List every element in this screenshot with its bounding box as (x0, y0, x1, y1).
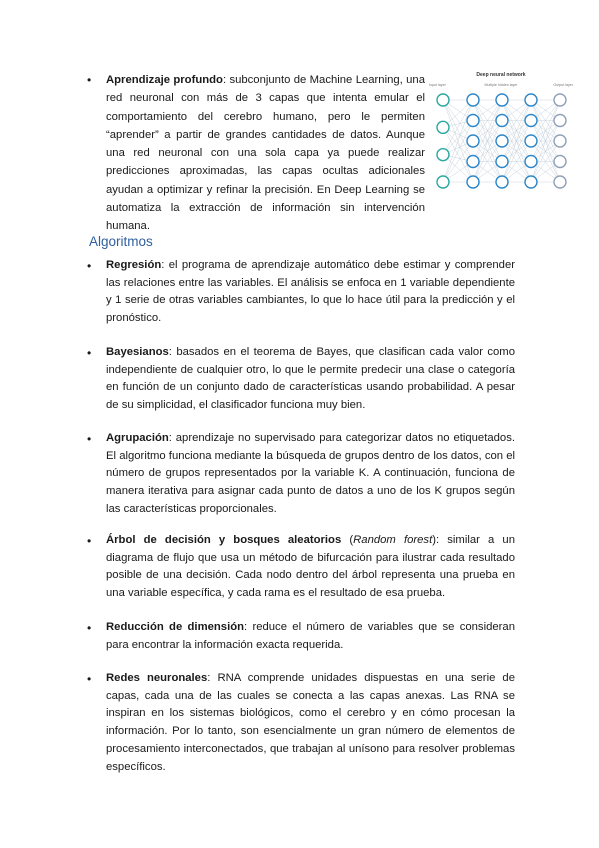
figure-title: Deep neural network (476, 72, 526, 78)
deep-neural-network-figure (427, 70, 575, 192)
hidden-neuron (467, 135, 479, 147)
bullet-icon: • (87, 621, 92, 635)
list-item-description: ): similar a un diagrama de flujo que usa un método de bifurcación para ilustrar cada resultado posible de una decisión. Cada nodo dentro del árbol representa una prueba en una variable específica, y cada rama es el resultado de esa prueba. (106, 534, 515, 600)
hidden-neuron (496, 94, 508, 106)
input-neuron (437, 121, 449, 133)
list-item-arbol-decision (89, 532, 515, 602)
output-neuron (554, 135, 566, 147)
hidden-neuron (525, 94, 537, 106)
output-neuron (554, 94, 566, 106)
hidden-neuron (525, 135, 537, 147)
bullet-icon: • (87, 534, 92, 548)
list-item-term: Regresión (106, 259, 162, 271)
bullet-icon: • (87, 259, 92, 273)
list-item-description: : subconjunto de Machine Learning, una red neuronal con más de 3 capas que intenta emular el comportamiento del cerebro humano, pero le permiten “aprender” a partir de grandes cantidades de datos. Aunque una red neuronal con una sola capa ya puede realizar predicciones aproximadas, las capas ocultas adicionales ayudan a optimizar y refinar la precisión. En Deep Learning se automatiza la extracción de información sin intervención humana. (106, 74, 425, 233)
list-item-term: Árbol de decisión y bosques aleatorios (106, 534, 342, 546)
list-item-text (106, 670, 515, 776)
hidden-neuron (467, 156, 479, 168)
input-layer-label: Input layer (429, 83, 446, 87)
list-item-description: : reduce el número de variables que se consideran para encontrar la información exacta requerida. (106, 621, 515, 651)
list-item-text (106, 430, 515, 519)
list-item-italic: Random forest (353, 534, 433, 546)
output-neuron (554, 176, 566, 188)
output-neuron (554, 156, 566, 168)
bullet-icon: • (87, 346, 92, 360)
hidden-neuron (496, 135, 508, 147)
hidden-neuron (525, 176, 537, 188)
list-item-regresion (89, 257, 515, 327)
input-neuron (437, 149, 449, 161)
list-item-redes-neuronales (89, 670, 515, 780)
hidden-neuron (525, 115, 537, 127)
hidden-neuron (496, 115, 508, 127)
network-diagram (427, 70, 575, 192)
list-item-reduccion-dimension (89, 619, 515, 655)
hidden-neuron (467, 94, 479, 106)
hidden-neuron (467, 176, 479, 188)
list-item-description: : el programa de aprendizaje automático debe estimar y comprender las relaciones entre las variables. El análisis se enfoca en 1 variable dependiente y 1 serie de otras variables cambiantes, lo que lo hace útil para la predicción y el pronóstico. (106, 259, 515, 325)
list-item-pre: ( (341, 534, 354, 546)
list-item-term: Agrupación (106, 432, 169, 444)
list-item-text (106, 532, 515, 603)
input-neuron (437, 94, 449, 106)
list-item-text (106, 619, 515, 654)
hidden-neuron (496, 176, 508, 188)
output-layer-label: Output layer (553, 83, 573, 87)
hidden-neuron (467, 115, 479, 127)
input-neuron (437, 176, 449, 188)
list-item-term: Reducción de dimensión (106, 621, 245, 633)
list-item-bayesianos (89, 344, 515, 414)
list-item-description: : aprendizaje no supervisado para categorizar datos no etiquetados. El algoritmo funciona mediante la búsqueda de grupos dentro de los datos, con el número de grupos representados por la variable K. A continuación, funciona de manera iterativa para asignar cada punto de datos a uno de los K grupos según las características proporcionales. (106, 432, 515, 515)
list-item-term: Aprendizaje profundo (106, 74, 223, 86)
list-item-term: Bayesianos (106, 346, 169, 358)
list-item-text (106, 257, 515, 328)
section-heading: Algoritmos (89, 234, 153, 249)
list-item-text (106, 344, 515, 415)
list-item-text (106, 71, 425, 236)
bullet-icon: • (87, 432, 92, 446)
output-neuron (554, 115, 566, 127)
hidden-neuron (525, 156, 537, 168)
hidden-layer-label: Multiple hidden layer (484, 83, 518, 87)
bullet-icon: • (87, 672, 92, 686)
list-item-term: Redes neuronales (106, 672, 208, 684)
list-item-agrupacion (89, 430, 515, 520)
list-item-description: : RNA comprende unidades dispuestas en una serie de capas, cada una de las cuales se conecta a las capas anexas. Las RNA se inspiran en los sistemas biológicos, como el cerebro y en cómo procesan la información. Por lo tanto, son esencialmente un gran número de elementos de procesamiento interconectados, que trabajan al unísono para resolver problemas específicos. (106, 672, 515, 773)
list-item-description: : basados en el teorema de Bayes, que clasifican cada valor como independiente de cualquier otro, lo que le permite predecir una clase o categoría en función de un conjunto dado de características usando probabilidad. A pesar de su simplicidad, el clasificador funciona muy bien. (106, 346, 515, 412)
bullet-icon: • (87, 73, 92, 87)
hidden-neuron (496, 156, 508, 168)
